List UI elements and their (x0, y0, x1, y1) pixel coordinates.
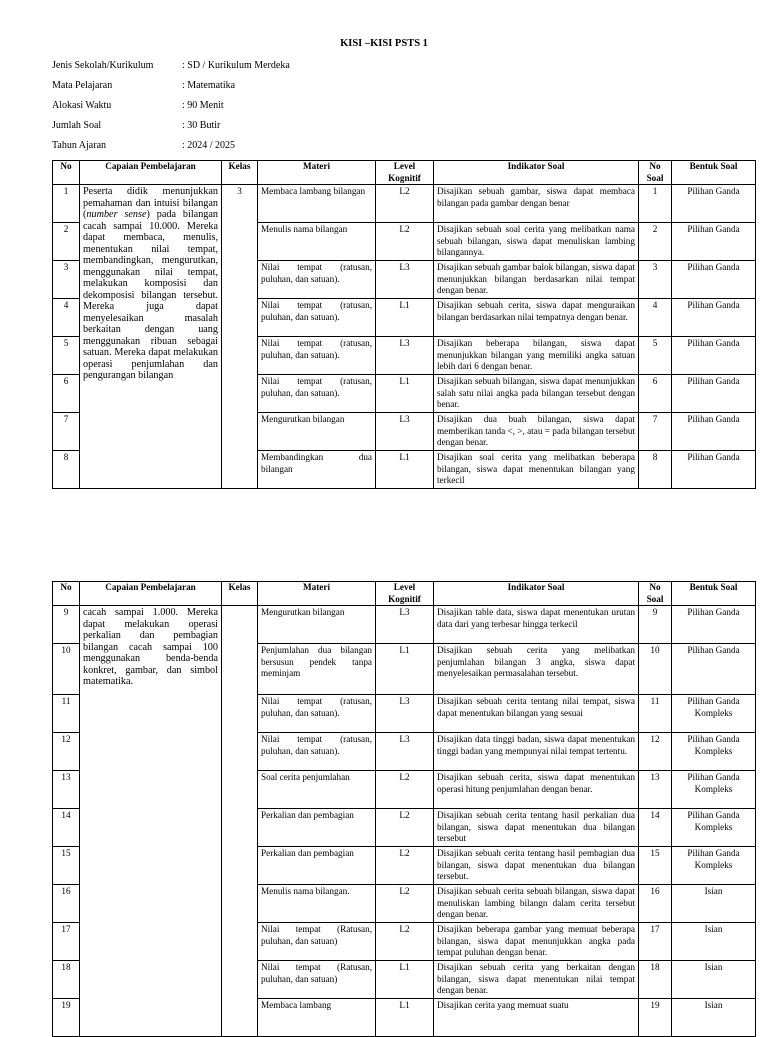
cell-level: L1 (376, 961, 434, 999)
meta-value: : Matematika (182, 80, 236, 91)
header-no-soal: No Soal (639, 582, 672, 606)
cell-level: L2 (376, 847, 434, 885)
cell-materi: Perkalian dan pembagian (258, 809, 376, 847)
cell-indikator: Disajikan dua buah bilangan, siswa dapat memberikan tanda <, >, atau = pada bilangan tersebut dengan benar. (434, 413, 639, 451)
cell-no-soal: 2 (639, 223, 672, 261)
cell-no: 5 (53, 337, 80, 375)
cell-level: L1 (376, 375, 434, 413)
cell-level: L2 (376, 223, 434, 261)
cell-indikator: Disajikan sebuah bilangan, siswa dapat menunjukkan salah satu nilai angka pada bilangan tersebut dengan benar. (434, 375, 639, 413)
cell-no-soal: 6 (639, 375, 672, 413)
header-no: No (53, 582, 80, 606)
cell-level: L1 (376, 451, 434, 489)
cell-kelas (222, 606, 258, 1037)
header-kelas: Kelas (222, 161, 258, 185)
header-kelas: Kelas (222, 582, 258, 606)
cell-materi: Menulis nama bilangan (258, 223, 376, 261)
cell-bentuk: Pilihan Ganda (672, 606, 756, 644)
cell-materi: Nilai tempat (ratusan, puluhan, dan satuan). (258, 261, 376, 299)
meta-row-mapel (52, 80, 290, 100)
cell-no-soal: 10 (639, 644, 672, 695)
document-meta (52, 60, 290, 160)
header-capaian: Capaian Pembelajaran (80, 161, 222, 185)
cell-indikator: Disajikan beberapa bilangan, siswa dapat menunjukkan bilangan yang memiliki angka satuan lebih dari 6 dengan benar. (434, 337, 639, 375)
cell-no: 15 (53, 847, 80, 885)
cell-bentuk: Pilihan Ganda (672, 644, 756, 695)
table-row (53, 185, 756, 223)
cell-no: 10 (53, 644, 80, 695)
cell-materi: Membaca lambang (258, 999, 376, 1037)
cell-bentuk: Pilihan Ganda (672, 185, 756, 223)
cell-no: 3 (53, 261, 80, 299)
cell-level: L1 (376, 999, 434, 1037)
meta-value: : 30 Butir (182, 120, 221, 131)
cell-no: 1 (53, 185, 80, 223)
cell-no-soal: 5 (639, 337, 672, 375)
cell-indikator: Disajikan beberapa gambar yang memuat beberapa bilangan, siswa dapat menunjukkan angka pada tempat puluhan dengan benar. (434, 923, 639, 961)
cell-bentuk: Isian (672, 885, 756, 923)
cell-no-soal: 17 (639, 923, 672, 961)
cell-materi: Mengurutkan bilangan (258, 413, 376, 451)
cell-materi: Nilai tempat (Ratusan, puluhan, dan satuan) (258, 961, 376, 999)
meta-label: Jenis Sekolah/Kurikulum (52, 60, 154, 71)
cell-no: 4 (53, 299, 80, 337)
cell-no-soal: 1 (639, 185, 672, 223)
cell-level: L2 (376, 185, 434, 223)
meta-row-tahun (52, 140, 290, 160)
table-row (53, 606, 756, 644)
cell-level: L1 (376, 299, 434, 337)
cell-bentuk: Pilihan Ganda (672, 299, 756, 337)
cell-level: L3 (376, 261, 434, 299)
header-materi: Materi (258, 582, 376, 606)
meta-value: : 2024 / 2025 (182, 140, 236, 151)
cell-level: L3 (376, 733, 434, 771)
cell-no: 12 (53, 733, 80, 771)
cell-level: L2 (376, 923, 434, 961)
cell-no: 11 (53, 695, 80, 733)
cell-bentuk: Pilihan Ganda Kompleks (672, 733, 756, 771)
meta-label: Alokasi Waktu (52, 100, 112, 111)
cell-indikator: Disajikan sebuah cerita yang melibatkan penjumlahan bilangan 3 angka, siswa dapat menyelesaikan permasalahan tersebut. (434, 644, 639, 695)
table-header-row (53, 582, 756, 606)
cell-level: L1 (376, 644, 434, 695)
cell-no: 9 (53, 606, 80, 644)
meta-value: : SD / Kurikulum Merdeka (182, 60, 290, 71)
cell-materi: Nilai tempat (Ratusan, puluhan, dan satuan) (258, 923, 376, 961)
cell-bentuk: Pilihan Ganda (672, 223, 756, 261)
cell-no: 6 (53, 375, 80, 413)
header-indikator: Indikator Soal (434, 582, 639, 606)
cell-bentuk: Isian (672, 999, 756, 1037)
cell-bentuk: Pilihan Ganda Kompleks (672, 695, 756, 733)
cell-materi: Nilai tempat (ratusan, puluhan, dan satuan). (258, 375, 376, 413)
cell-bentuk: Pilihan Ganda (672, 337, 756, 375)
cell-no-soal: 11 (639, 695, 672, 733)
cell-no-soal: 16 (639, 885, 672, 923)
header-bentuk: Bentuk Soal (672, 161, 756, 185)
cell-indikator: Disajikan sebuah cerita tentang hasil perkalian dua bilangan, siswa dapat menentukan dua bilangan tersebut (434, 809, 639, 847)
cell-level: L3 (376, 606, 434, 644)
cell-materi: Penjumlahan dua bilangan bersusun pendek tanpa meminjam (258, 644, 376, 695)
cell-no: 19 (53, 999, 80, 1037)
cell-no-soal: 12 (639, 733, 672, 771)
cell-no: 17 (53, 923, 80, 961)
cell-bentuk: Pilihan Ganda (672, 375, 756, 413)
cell-indikator: Disajikan sebuah soal cerita yang melibatkan nama sebuah bilangan, siswa dapat menuliskan lambing bilangannya. (434, 223, 639, 261)
header-materi: Materi (258, 161, 376, 185)
kisi-table-2 (52, 581, 756, 1037)
document-title: KISI –KISI PSTS 1 (340, 38, 428, 49)
cell-materi: Soal cerita penjumlahan (258, 771, 376, 809)
cell-indikator: Disajikan sebuah cerita, siswa dapat menguraikan bilangan berdasarkan nilai tempatnya dengan benar. (434, 299, 639, 337)
cell-materi: Perkalian dan pembagian (258, 847, 376, 885)
cell-level: L3 (376, 695, 434, 733)
cell-bentuk: Pilihan Ganda Kompleks (672, 847, 756, 885)
cell-indikator: Disajikan sebuah cerita, siswa dapat menentukan operasi hitung penjumlahan dengan benar. (434, 771, 639, 809)
cell-materi: Mengurutkan bilangan (258, 606, 376, 644)
meta-row-kurikulum (52, 60, 290, 80)
kisi-table-1 (52, 160, 756, 489)
cell-bentuk: Pilihan Ganda (672, 261, 756, 299)
cell-no: 18 (53, 961, 80, 999)
meta-label: Jumlah Soal (52, 120, 102, 131)
cell-level: L3 (376, 337, 434, 375)
cell-indikator: Disajikan sebuah cerita tentang nilai tempat, siswa dapat menentukan bilangan yang sesuai (434, 695, 639, 733)
cell-level: L3 (376, 413, 434, 451)
cell-materi: Nilai tempat (ratusan, puluhan, dan satuan). (258, 733, 376, 771)
cell-indikator: Disajikan soal cerita yang melibatkan beberapa bilangan, siswa dapat menentukan bilangan yang terkecil (434, 451, 639, 489)
cell-bentuk: Isian (672, 961, 756, 999)
cell-bentuk: Pilihan Ganda Kompleks (672, 809, 756, 847)
meta-label: Mata Pelajaran (52, 80, 113, 91)
header-level: Level Kognitif (376, 161, 434, 185)
cell-materi: Nilai tempat (ratusan, puluhan, dan satuan). (258, 299, 376, 337)
header-no: No (53, 161, 80, 185)
cell-level: L2 (376, 809, 434, 847)
capaian-text: ) pada bilangan cacah sampai 10.000. Mereka dapat membaca, menulis, menentukan nilai tempat, membandingkan, mengurutkan, menggunakan nilai tempat, melakukan komposisi dan dekomposisi bilangan tersebut. Mereka juga dapat menyelesaikan masalah berkaitan dengan uang menggunakan ribuan sebagai satuan. Mereka dapat melakukan operasi penjumlahan dan pengurangan bilangan (83, 209, 218, 381)
cell-no: 2 (53, 223, 80, 261)
header-indikator: Indikator Soal (434, 161, 639, 185)
cell-materi: Nilai tempat (ratusan, puluhan, dan satuan). (258, 695, 376, 733)
cell-materi: Membaca lambang bilangan (258, 185, 376, 223)
cell-no-soal: 13 (639, 771, 672, 809)
cell-no: 13 (53, 771, 80, 809)
cell-indikator: Disajikan sebuah gambar, siswa dapat membaca bilangan pada gambar dengan benar (434, 185, 639, 223)
cell-no-soal: 14 (639, 809, 672, 847)
cell-no: 7 (53, 413, 80, 451)
cell-no-soal: 19 (639, 999, 672, 1037)
cell-bentuk: Pilihan Ganda (672, 413, 756, 451)
cell-indikator: Disajikan sebuah cerita tentang hasil pembagian dua bilangan, siswa dapat menentukan dua bilangan tersebut. (434, 847, 639, 885)
cell-bentuk: Pilihan Ganda Kompleks (672, 771, 756, 809)
cell-level: L2 (376, 885, 434, 923)
capaian-emphasis: number sense (86, 209, 147, 220)
cell-no-soal: 15 (639, 847, 672, 885)
cell-indikator: Disajikan cerita yang memuat suatu (434, 999, 639, 1037)
cell-materi: Menulis nama bilangan. (258, 885, 376, 923)
header-capaian: Capaian Pembelajaran (80, 582, 222, 606)
cell-no-soal: 8 (639, 451, 672, 489)
cell-level: L2 (376, 771, 434, 809)
cell-indikator: Disajikan table data, siswa dapat menentukan urutan data dari yang terbesar hingga terkecil (434, 606, 639, 644)
header-level: Level Kognitif (376, 582, 434, 606)
meta-label: Tahun Ajaran (52, 140, 107, 151)
cell-indikator: Disajikan sebuah cerita yang berkaitan dengan bilangan, siswa dapat menentukan nilai tempat dengan benar. (434, 961, 639, 999)
cell-no: 14 (53, 809, 80, 847)
cell-no-soal: 7 (639, 413, 672, 451)
cell-materi: Membandingkan dua bilangan (258, 451, 376, 489)
cell-no-soal: 18 (639, 961, 672, 999)
meta-row-jumlah (52, 120, 290, 140)
cell-indikator: Disajikan sebuah gambar balok bilangan, siswa dapat menunjukkan bilangan berdasarkan nilai tempat dengan benar. (434, 261, 639, 299)
cell-capaian: cacah sampai 1.000. Mereka dapat melakukan operasi perkalian dan pembagian bilangan cacah sampai 100 menggunakan benda-benda konkret, gambar, dan simbol matematika. (80, 606, 222, 1037)
header-no-soal: No Soal (639, 161, 672, 185)
meta-row-alokasi (52, 100, 290, 120)
capaian-text: Peserta didik menunjukkan pemahaman dan intuisi bilangan ( (83, 186, 218, 220)
header-bentuk: Bentuk Soal (672, 582, 756, 606)
cell-bentuk: Pilihan Ganda (672, 451, 756, 489)
cell-materi: Nilai tempat (ratusan, puluhan, dan satuan). (258, 337, 376, 375)
cell-no-soal: 9 (639, 606, 672, 644)
cell-kelas: 3 (222, 185, 258, 489)
meta-value: : 90 Menit (182, 100, 224, 111)
cell-no: 16 (53, 885, 80, 923)
cell-indikator: Disajikan sebuah cerita sebuah bilangan, siswa dapat menuliskan lambing bilangn dalam cerita tersebut dengan benar. (434, 885, 639, 923)
cell-no-soal: 4 (639, 299, 672, 337)
table-header-row (53, 161, 756, 185)
cell-bentuk: Isian (672, 923, 756, 961)
cell-no-soal: 3 (639, 261, 672, 299)
cell-indikator: Disajikan data tinggi badan, siswa dapat menentukan tinggi badan yang mempunyai nilai tempat tertentu. (434, 733, 639, 771)
cell-capaian (80, 185, 222, 489)
cell-no: 8 (53, 451, 80, 489)
